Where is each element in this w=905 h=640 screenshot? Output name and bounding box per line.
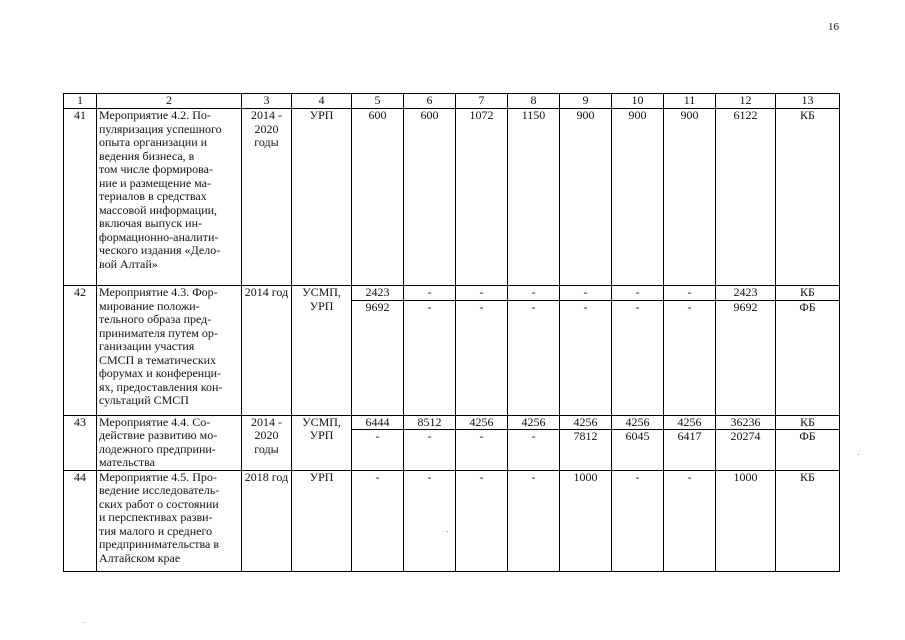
header-row [64, 94, 840, 109]
column-header: 3 [242, 94, 292, 109]
value-cell: - [560, 300, 612, 415]
measure-name-line: тия малого и среднего [99, 523, 213, 538]
measure-name-line: Мероприятие 4.4. Со- [99, 414, 211, 429]
column-header: 8 [508, 94, 560, 109]
funding-source: КБ [776, 470, 840, 571]
value-cell: 6122 [716, 109, 776, 286]
value-cell: 1072 [456, 109, 508, 286]
column-header: 7 [456, 94, 508, 109]
measure-name [97, 286, 242, 416]
value-cell: 6444 [352, 415, 404, 430]
measure-name-line: лодежного предприни- [99, 441, 216, 456]
value-cell: - [404, 286, 456, 301]
measure-name-line: форумах и конференци- [99, 366, 222, 380]
table-row [64, 286, 840, 301]
measure-name-line: ганизации участия [99, 339, 195, 353]
value-cell: - [456, 470, 508, 571]
period-cell: 2018 год [242, 470, 292, 571]
value-cell: 1150 [508, 109, 560, 286]
value-cell: - [612, 286, 664, 301]
value-cell: 900 [612, 109, 664, 286]
value-cell: - [456, 430, 508, 470]
value-cell: 600 [404, 109, 456, 286]
measure-name-line: формационно-аналити- [99, 229, 219, 244]
measure-name-line: СМСП в тематических [99, 352, 217, 367]
value-cell: 9692 [716, 300, 776, 415]
value-cell: 900 [664, 109, 716, 286]
value-cell: 6417 [664, 430, 716, 470]
measure-name-line: пуляризация успешного [99, 121, 222, 136]
executor-cell: УРП [292, 109, 352, 286]
funding-source: КБ [776, 109, 840, 286]
funding-source: ФБ [776, 430, 840, 470]
measure-name-line: Мероприятие 4.3. Фор- [99, 285, 218, 299]
table-row [64, 109, 840, 286]
value-cell: - [664, 286, 716, 301]
value-cell: 2423 [352, 286, 404, 301]
measure-name-line: включая выпуск ин- [99, 216, 203, 230]
measure-name-line: ние и размещение ма- [99, 175, 211, 190]
measure-name-line: ях, предоставления кон- [99, 379, 223, 394]
value-cell: - [664, 300, 716, 415]
row-number: 43 [64, 415, 97, 470]
column-header: 2 [97, 94, 242, 109]
funding-source: КБ [776, 286, 840, 301]
measure-name-line: мательства [99, 455, 155, 469]
measures-table [63, 93, 840, 572]
column-header: 10 [612, 94, 664, 109]
measure-name-line: Алтайском крае [99, 550, 181, 565]
measure-name-line: Мероприятие 4.5. Про- [99, 469, 217, 484]
measure-name-line: том числе формирова- [99, 162, 213, 176]
value-cell: 9692 [352, 300, 404, 415]
column-header: 11 [664, 94, 716, 109]
value-cell: - [456, 300, 508, 415]
measure-name-line: массовой информации, [99, 202, 218, 217]
table-body [64, 109, 840, 572]
table-row [64, 470, 840, 571]
value-cell: - [456, 286, 508, 301]
column-header: 5 [352, 94, 404, 109]
value-cell: 4256 [664, 415, 716, 430]
value-cell: 600 [352, 109, 404, 286]
column-header: 12 [716, 94, 776, 109]
measure-name-line: ческого издания «Дело- [99, 243, 221, 257]
funding-source: КБ [776, 415, 840, 430]
value-cell: 20274 [716, 430, 776, 470]
value-cell: 2423 [716, 286, 776, 301]
value-cell: - [404, 430, 456, 470]
row-number: 41 [64, 109, 97, 286]
period-cell: 2014 год [242, 286, 292, 416]
value-cell: 1000 [560, 470, 612, 571]
measure-name-line: тельного образа пред- [99, 312, 212, 326]
value-cell: - [404, 300, 456, 415]
measure-name-line: действие развитию мо- [99, 428, 218, 442]
value-cell: 4256 [612, 415, 664, 430]
measure-name-line: вой Алтай» [99, 256, 158, 271]
measure-name-line: ведения бизнеса, в [99, 148, 195, 163]
column-header: 6 [404, 94, 456, 109]
value-cell: 6045 [612, 430, 664, 470]
executor-cell: УРП [292, 470, 352, 571]
value-cell: 4256 [508, 415, 560, 430]
measure-name-line: ских работ о состоянии [99, 496, 219, 511]
row-number: 42 [64, 286, 97, 416]
value-cell: 900 [560, 109, 612, 286]
period-cell: 2014 - 2020 годы [242, 415, 292, 470]
measure-name [97, 415, 242, 470]
column-header: 1 [64, 94, 97, 109]
value-cell: - [352, 470, 404, 571]
measure-name-line: сультаций СМСП [99, 393, 189, 407]
column-header: 4 [292, 94, 352, 109]
measure-name-line: ведение исследователь- [99, 483, 220, 497]
measure-name-line: Мероприятие 4.2. По- [99, 108, 211, 122]
value-cell: - [612, 470, 664, 571]
executor-cell: УСМП, УРП [292, 415, 352, 470]
value-cell: - [508, 286, 560, 301]
row-number: 44 [64, 470, 97, 571]
measure-name-line: опыта организации и [99, 135, 208, 149]
value-cell: 8512 [404, 415, 456, 430]
measure-name-line: предпринимательства в [99, 537, 220, 551]
measure-name-line: териалов в средствах [99, 189, 207, 203]
value-cell: 36236 [716, 415, 776, 430]
value-cell: 7812 [560, 430, 612, 470]
value-cell: - [404, 470, 456, 571]
measure-name-line: мирование положи- [99, 298, 200, 313]
value-cell: - [352, 430, 404, 470]
value-cell: - [508, 470, 560, 571]
value-cell: - [508, 430, 560, 470]
measure-name [97, 470, 242, 571]
funding-source: ФБ [776, 300, 840, 415]
value-cell: 4256 [560, 415, 612, 430]
page-number: 16 [828, 21, 839, 33]
value-cell: 4256 [456, 415, 508, 430]
column-header: 13 [776, 94, 840, 109]
value-cell: 1000 [716, 470, 776, 571]
table-row [64, 415, 840, 430]
value-cell: - [664, 470, 716, 571]
measure-name [97, 109, 242, 286]
value-cell: - [612, 300, 664, 415]
column-header: 9 [560, 94, 612, 109]
value-cell: - [560, 286, 612, 301]
measure-name-line: принимателя путем ор- [99, 325, 218, 340]
period-cell: 2014 - 2020 годы [242, 109, 292, 286]
value-cell: - [508, 300, 560, 415]
executor-cell: УСМП, УРП [292, 286, 352, 416]
measure-name-line: и перспективах разви- [99, 510, 213, 524]
